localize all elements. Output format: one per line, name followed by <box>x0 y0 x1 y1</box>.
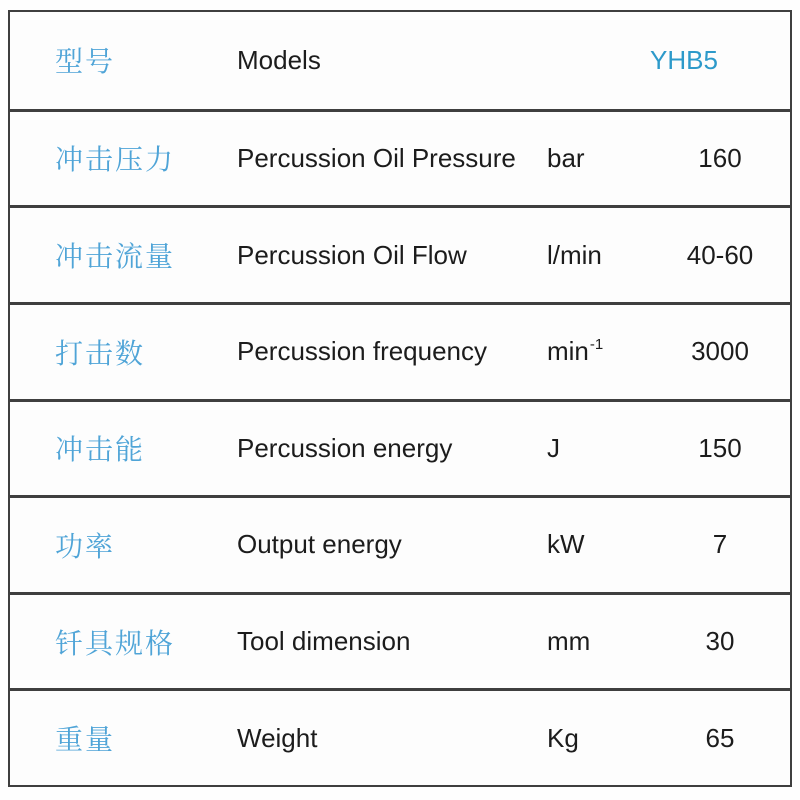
unit-base: Kg <box>547 722 579 753</box>
table-row-percussion-oil-flow <box>10 205 790 302</box>
row-label-zh: 重量 <box>55 724 116 756</box>
row-value: 30 <box>705 626 735 657</box>
table-row-percussion-frequency <box>10 302 790 399</box>
unit-exponent: -1 <box>589 335 604 353</box>
unit-base: bar <box>547 142 585 173</box>
row-unit <box>547 336 650 367</box>
unit-base: min <box>547 336 589 367</box>
table-row-weight <box>10 688 790 785</box>
unit-base: l/min <box>547 239 602 270</box>
unit-base: kW <box>547 529 585 560</box>
unit-base: J <box>547 432 560 463</box>
unit-base: mm <box>547 626 591 657</box>
row-value: 3000 <box>691 336 749 367</box>
row-label-zh: 钎具规格 <box>55 627 176 659</box>
row-unit <box>547 529 650 560</box>
row-label-zh: 冲击能 <box>55 434 146 466</box>
row-value: 160 <box>698 142 742 173</box>
header-label-zh: 型号 <box>55 46 116 78</box>
row-label-en: Percussion Oil Flow <box>237 239 467 270</box>
table-row-percussion-oil-pressure <box>10 109 790 206</box>
row-unit <box>547 240 650 271</box>
row-value: 150 <box>698 432 742 463</box>
table-header-row <box>10 12 790 109</box>
row-label-en: Percussion energy <box>237 432 453 463</box>
header-label-en: Models <box>237 44 321 75</box>
row-value: 40-60 <box>686 239 754 270</box>
row-label-zh: 冲击流量 <box>55 241 176 273</box>
row-unit <box>547 723 650 754</box>
header-model-value: YHB5 <box>650 44 718 75</box>
row-label-zh: 功率 <box>55 530 116 562</box>
row-unit <box>547 143 650 174</box>
row-label-en: Percussion Oil Pressure <box>237 142 516 173</box>
row-label-en: Output energy <box>237 529 402 560</box>
row-unit <box>547 626 650 657</box>
table-row-percussion-energy <box>10 399 790 496</box>
row-value: 7 <box>712 529 728 560</box>
row-unit <box>547 433 650 464</box>
row-value: 65 <box>705 722 735 753</box>
row-label-en: Weight <box>237 722 318 753</box>
specification-table <box>8 10 792 787</box>
row-label-en: Tool dimension <box>237 626 411 657</box>
table-row-output-energy <box>10 495 790 592</box>
row-label-en: Percussion frequency <box>237 336 488 367</box>
row-label-zh: 打击数 <box>55 337 146 369</box>
table-row-tool-dimension <box>10 592 790 689</box>
row-label-zh: 冲击压力 <box>55 144 176 176</box>
